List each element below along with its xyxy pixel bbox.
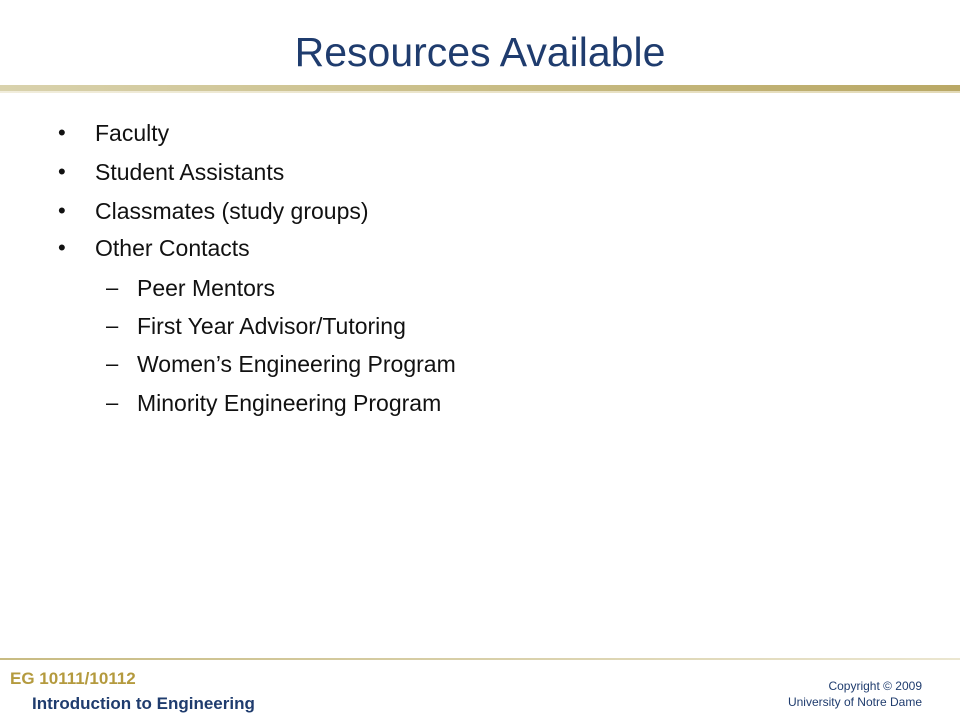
sub-bullet-item-peer-mentors: Peer Mentors — [137, 275, 276, 301]
sub-bullet-item-first-year-advisor: First Year Advisor/Tutoring — [137, 313, 406, 339]
bullet-item-classmates: Classmates (study groups) — [95, 198, 369, 224]
bullet-item-faculty: Faculty — [95, 120, 170, 146]
course-name: Introduction to Engineering — [32, 694, 255, 713]
bullet-marker: • — [58, 159, 66, 184]
copyright — [788, 678, 922, 710]
sub-bullet-marker: – — [106, 313, 119, 338]
sub-bullet-marker: – — [106, 275, 119, 300]
course-code: EG 10111/10112 — [10, 669, 136, 688]
bullet-marker: • — [58, 198, 66, 223]
slide-title: Resources Available — [294, 29, 666, 75]
sub-bullet-marker: – — [106, 390, 119, 415]
sub-bullet-item-minority-engineering: Minority Engineering Program — [137, 390, 442, 416]
copyright-institution: University of Notre Dame — [787, 695, 922, 709]
bullet-item-other-contacts: Other Contacts — [95, 235, 250, 261]
bullet-marker: • — [58, 120, 66, 145]
copyright-line: Copyright © 2009 — [828, 679, 922, 693]
sub-bullet-marker: – — [106, 351, 119, 376]
bullet-marker: • — [58, 235, 66, 260]
footer-divider — [0, 658, 960, 660]
sub-bullet-item-womens-engineering: Women’s Engineering Program — [137, 351, 456, 377]
title-divider — [0, 85, 960, 91]
bullet-item-student-assistants: Student Assistants — [95, 159, 285, 185]
